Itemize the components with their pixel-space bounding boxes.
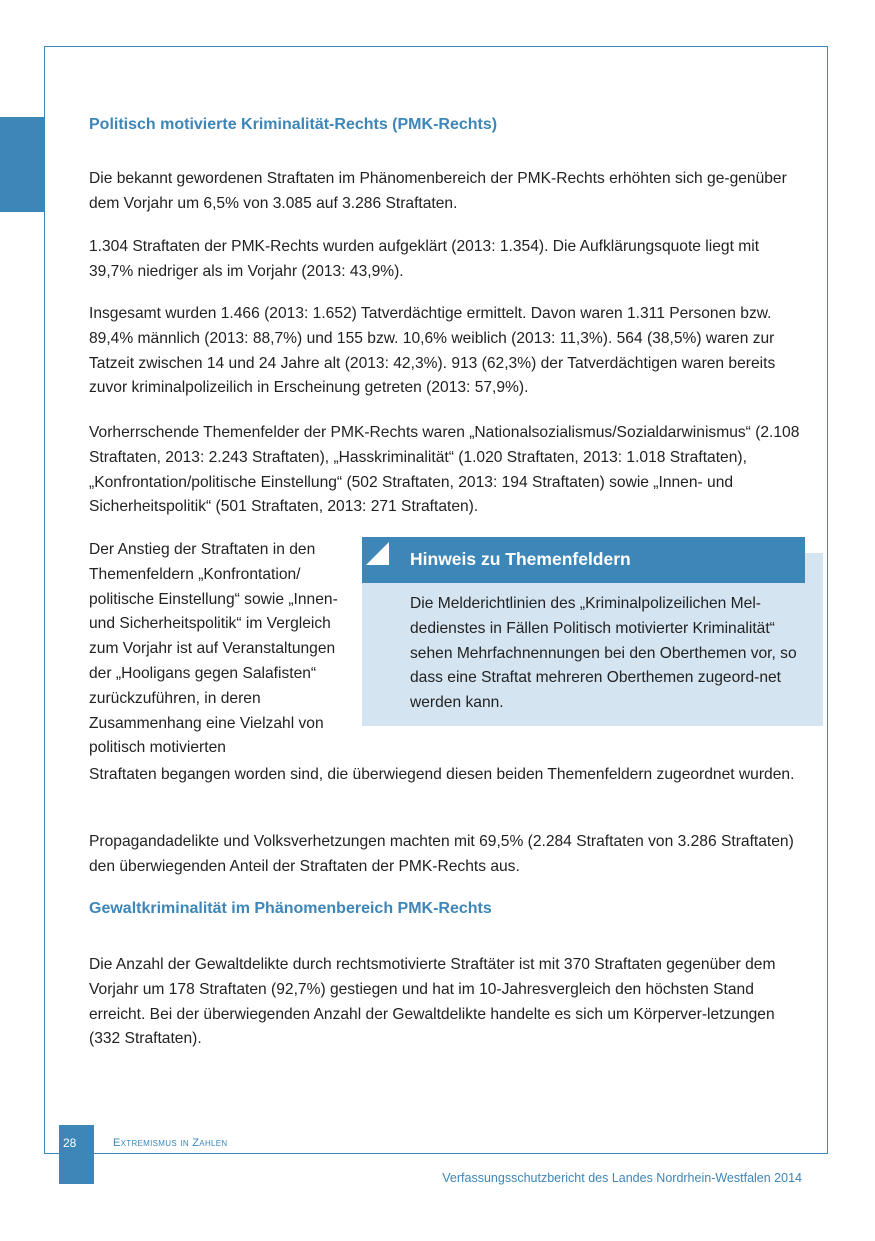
paragraph-tatverdaechtige: Insgesamt wurden 1.466 (2013: 1.652) Tatverdächtige ermittelt. Davon waren 1.311 Personen bzw. 89,4% männlich (2013: 88,7%) und 155 bzw. 10,6% weiblich (2013: 11,3%). 564 (38,5%) waren zur Tatzeit zwischen 14 und 24 Jahre alt (2013: 42,3%). 913 (62,3%) der Tatverdächtigen waren bereits zuvor kriminalpolizeilich in Erscheinung getreten (2013: 57,9%). — [89, 305, 776, 397]
paragraph-aufklaerungsquote: 1.304 Straftaten der PMK-Rechts wurden aufgeklärt (2013: 1.354). Die Aufklärungsquote liegt mit 39,7% niedriger als im Vorjahr (2013: 43,9%). — [89, 238, 760, 280]
page-number: 28 — [63, 1136, 77, 1150]
running-head: Extremismus in Zahlen — [113, 1137, 228, 1149]
paragraph-straftaten-increase: Die bekannt gewordenen Straftaten im Phänomenbereich der PMK-Rechts erhöhten sich ge-genüber dem Vorjahr um 6,5% von 3.085 auf 3.286 Straftaten. — [89, 170, 787, 212]
note-box-body: Die Melderichtlinien des „Kriminalpolizeilichen Mel-dedienstes in Fällen Politisch motivierter Kriminalität“ sehen Mehrfachnennungen bei den Oberthemen vor, so dass eine Straftat mehreren Oberthemen zugeord-net werden kann. — [410, 595, 797, 712]
section-heading-gewaltkriminalitaet: Gewaltkriminalität im Phänomenbereich PMK-Rechts — [89, 900, 492, 917]
footer-publication-title: Verfassungsschutzbericht des Landes Nordrhein-Westfalen 2014 — [442, 1171, 802, 1185]
chapter-tab-marker — [0, 117, 44, 212]
paragraph-gewaltdelikte: Die Anzahl der Gewaltdelikte durch rechtsmotivierte Straftäter ist mit 370 Straftaten gegenüber dem Vorjahr um 178 Straftaten (92,7%) gestiegen und hat im 10-Jahresvergleich den höchsten Stand erreicht. Bei der überwiegenden Anzahl der Gewaltdelikte handelte es sich um Körperver-letzungen (332 Straftaten). — [89, 956, 776, 1048]
section-heading-pmk-rechts: Politisch motivierte Kriminalität-Rechts (PMK-Rechts) — [89, 116, 498, 133]
page-number-box — [59, 1125, 94, 1184]
paragraph-anstieg-narrow: Der Anstieg der Straftaten in den Themenfeldern „Konfrontation/ politische Einstellung“ sowie „Innen- und Sicherheitspolitik“ im Vergleich zum Vorjahr ist auf Veranstaltungen der „Hooligans gegen Salafisten“ zurückzuführen, in deren Zusammenhang eine Vielzahl von politisch motivierten — [89, 541, 338, 757]
paragraph-anstieg-continued: Straftaten begangen worden sind, die überwiegend diesen beiden Themenfeldern zugeordnet wurden. — [89, 766, 795, 783]
note-triangle-icon — [366, 542, 389, 565]
paragraph-themenfelder: Vorherrschende Themenfelder der PMK-Rechts waren „Nationalsozialismus/Sozialdarwinismus“ (2.108 Straftaten, 2013: 2.243 Straftaten), „Hasskriminalität“ (1.020 Straftaten, 2013: 1.018 Straftaten), „Konfrontation/politische Einstellung“ (502 Straftaten, 2013: 194 Straftaten) sowie „Innen- und Sicherheitspolitik“ (501 Straftaten, 2013: 271 Straftaten). — [89, 424, 800, 516]
note-box-title: Hinweis zu Themenfeldern — [410, 549, 631, 569]
paragraph-propagandadelikte: Propagandadelikte und Volksverhetzungen machten mit 69,5% (2.284 Straftaten von 3.286 Straftaten) den überwiegenden Anteil der Straftaten der PMK-Rechts aus. — [89, 833, 794, 875]
